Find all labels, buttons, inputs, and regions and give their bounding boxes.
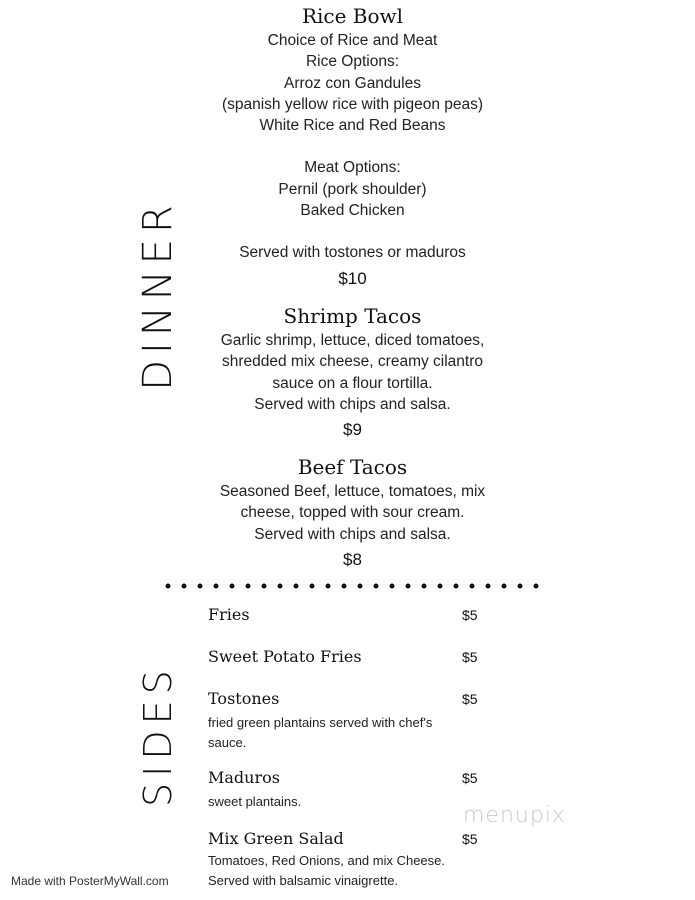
item-desc-line: Rice Options: (305, 53, 400, 71)
side-name: Mix Green Salad (208, 829, 344, 848)
item-title: Beef Tacos (297, 455, 408, 479)
menu-item-shrimp-tacos (180, 302, 525, 442)
side-item-fries (208, 604, 608, 626)
watermark-text: menupix (463, 803, 566, 828)
footer-credit: Made with PosterMyWall.com (11, 874, 169, 888)
side-price: $5 (462, 770, 478, 786)
side-desc: sweet plantains. (208, 794, 302, 809)
side-item-sweet-potato-fries (208, 646, 608, 668)
side-price: $5 (462, 831, 478, 847)
side-desc-line: Served with balsamic vinaigrette. (208, 873, 399, 888)
sides-section-label: SIDES (136, 664, 180, 807)
item-desc-line: Garlic shrimp, lettuce, diced tomatoes, (220, 332, 485, 349)
item-desc-line: Meat Options: (304, 159, 401, 177)
item-desc-line: Pernil (pork shoulder) (278, 180, 427, 198)
dinner-section-label: DINNER (135, 199, 181, 391)
side-desc: fried green plantains served with chef's sauce. (208, 715, 433, 750)
item-desc-line: cheese, topped with sour cream. (240, 504, 465, 522)
side-name: Sweet Potato Fries (208, 647, 362, 666)
item-title: Shrimp Tacos (283, 304, 422, 328)
item-desc-line: sauce on a flour tortilla. (272, 374, 433, 392)
side-name: Maduros (208, 768, 280, 787)
side-price: $5 (462, 607, 478, 623)
menu-item-beef-tacos (180, 453, 525, 572)
item-desc-line: White Rice and Red Beans (259, 117, 446, 135)
side-price: $5 (462, 649, 478, 665)
dotted-divider (160, 582, 544, 590)
item-desc-line: Baked Chicken (300, 202, 405, 220)
side-price: $5 (462, 691, 478, 707)
item-desc-line: Choice of Rice and Meat (267, 32, 438, 49)
side-item-mix-green-salad (208, 828, 608, 891)
side-name: Fries (208, 605, 250, 624)
item-price: $10 (338, 268, 367, 288)
item-desc-line: Arroz con Gandules (284, 74, 421, 92)
item-desc-line: (spanish yellow rice with pigeon peas) (221, 95, 484, 113)
item-desc-line: Served with chips and salsa. (254, 395, 451, 413)
side-desc-line: Tomatoes, Red Onions, and mix Cheese. (208, 853, 446, 868)
side-name: Tostones (208, 689, 280, 708)
item-price: $9 (343, 420, 362, 440)
item-desc-line: Seasoned Beef, lettuce, tomatoes, mix (219, 483, 486, 500)
item-desc-line: Served with chips and salsa. (254, 525, 451, 543)
item-desc-line: shredded mix cheese, creamy cilantro (221, 353, 484, 371)
side-item-tostones (208, 688, 608, 753)
item-title: Rice Bowl (301, 4, 404, 28)
item-desc-line: Served with tostones or maduros (239, 244, 466, 262)
item-price: $8 (343, 549, 362, 569)
menu-item-rice-bowl (180, 2, 525, 291)
